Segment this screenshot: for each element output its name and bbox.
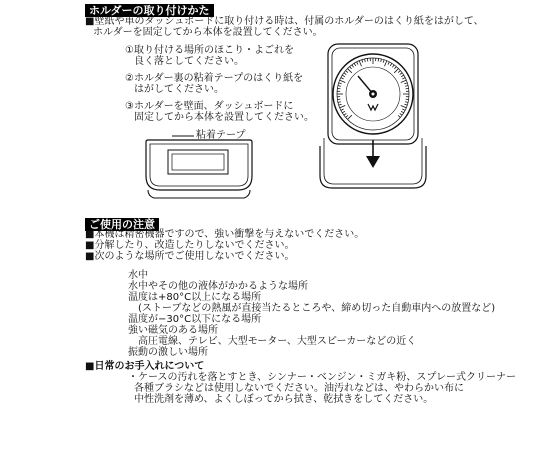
holder-intro-line2: ホルダーを固定してから本体を設置してください。 [93, 27, 323, 38]
place-magnetic-note: 高圧電線、テレビ、大型モーター、大型スピーカーなどの近く [138, 336, 417, 347]
section-title-holder: ホルダーの取り付けかた [85, 4, 214, 17]
place-high-temp: 温度は+80°C以上になる場所 [128, 292, 262, 303]
adhesive-tape-label: 粘着テープ [196, 130, 246, 141]
step-1-line1: ①取り付ける場所のほこり・よごれを [125, 45, 294, 56]
place-vibration: 振動の激しい場所 [128, 347, 208, 358]
holder-intro-line1: ■壁紙や車のダッシュボードに取り付ける時は、付属のホルダーのはくり紙をはがして、 [85, 16, 484, 27]
place-magnetic: 強い磁気のある場所 [128, 325, 218, 336]
caution-places: ■次のような場所でご使用しないでください。 [85, 251, 295, 262]
thermometer-illustration [318, 38, 428, 198]
place-liquid: 水中やその他の液体がかかるような場所 [128, 281, 308, 292]
section-title-usage: ご使用の注意 [85, 218, 159, 231]
section-title-care: ■日常のお手入れについて [85, 361, 205, 372]
step-1-line2: 良く落としてください。 [134, 56, 244, 67]
place-underwater: 水中 [128, 270, 148, 281]
step-2-line1: ②ホルダー裏の粘着テープのはくり紙を [125, 73, 304, 84]
place-high-temp-note: (ストーブなどの熱風が直接当たるところや、締め切った自動車内への放置など) [138, 303, 496, 314]
care-line1: ・ケースの汚れを落とすとき、シンナー・ベンジン・ミガキ粉、スプレー式クリーナー [128, 372, 516, 383]
place-low-temp: 温度が−30°C以下になる場所 [128, 314, 262, 325]
caution-precision: ■本機は精密機器ですので、強い衝撃を与えないでください。 [85, 229, 365, 240]
care-line3: 中性洗剤を薄め、よくしぼってから拭き、乾拭きをしてください。 [134, 394, 434, 405]
caution-disassemble: ■分解したり、改造したりしないでください。 [85, 240, 295, 251]
step-3-line2: 固定してから本体を設置してください。 [134, 112, 314, 123]
care-line2: 各種ブラシなどは使用しないでください。油汚れなどは、やわらかい布に [134, 383, 464, 394]
step-2-line2: はがしてください。 [134, 84, 224, 95]
step-3-line1: ③ホルダーを壁面、ダッシュボードに [125, 101, 294, 112]
